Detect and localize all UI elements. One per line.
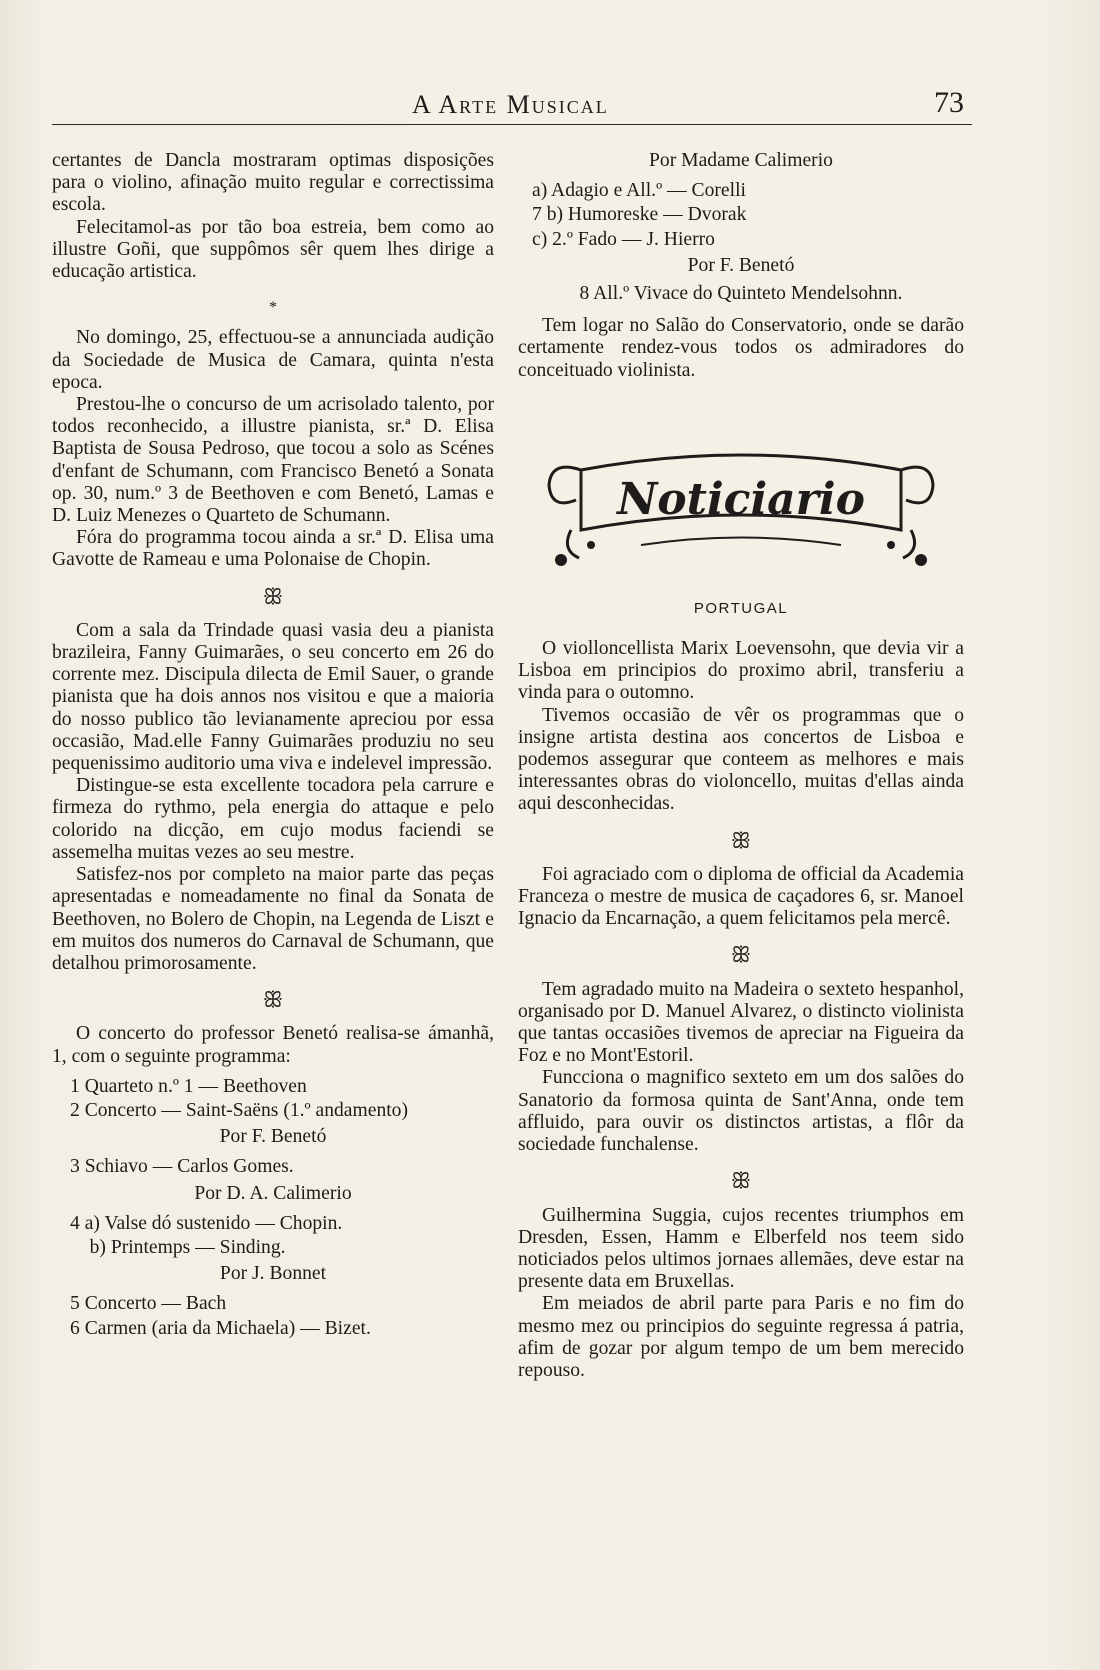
programme-list (70, 1213, 494, 1259)
paragraph: Funcciona o magnifico sexteto em um dos salões do Sanatorio da formosa quinta de Sant'Anna, onde tem affluido, para ouvir os distinctos artistas, a flôr da sociedade funchalense. (518, 1067, 964, 1156)
programme-item: 5 Concerto — Bach (70, 1293, 227, 1315)
paragraph: Prestou-lhe o concurso de um acrisolado talento, por todos reconhecido, a illustre pianista, sr.ª D. Elisa Baptista de Sousa Pedroso, que tocou a solo as Scénes d'enfant de Schumann, com Francisco Benetó a Sonata op. 30, num.º 3 de Beethoven e com Benetó, Lamas e D. Luiz Menezes o Quarteto de Schumann. (52, 394, 494, 527)
programme-list (532, 180, 964, 251)
paragraph: Tem agradado muito na Madeira o sexteto hespanhol, organisado por D. Manuel Alvarez, o distincto violinista que tantas occasiões tivemos de apreciar na Figueira da Foz e no Mont'Estoril. (518, 978, 964, 1067)
section-heading: PORTUGAL (693, 599, 789, 617)
performer-line: Por F. Benetó (687, 254, 795, 276)
ornament-divider: ꕥ (730, 1168, 752, 1194)
asterisk-divider: * (269, 299, 277, 317)
paragraph: No domingo, 25, effectuou-se a annunciada audição da Sociedade de Musica de Camara, quinta n'esta epoca. (52, 327, 494, 393)
paragraph: Foi agraciado com o diploma de official da Academia Franceza o mestre de musica de caçadores 6, sr. Manoel Ignacio da Encarnação, a quem felicitamos pela mercê. (518, 863, 964, 930)
programme-item: 2 Concerto — Saint-Saëns (1.º andamento) (70, 1099, 409, 1121)
running-header (52, 84, 972, 125)
page-number: 73 (934, 86, 964, 119)
programme-item: b) Printemps — Sinding. (70, 1236, 286, 1258)
ornament-divider: ꕥ (730, 942, 752, 968)
programme-item: 8 All.º Vivace do Quinteto Mendelsohnn. (579, 283, 903, 305)
programme-item: a) Adagio e All.º — Corelli (532, 180, 746, 202)
programme-item: 3 Schiavo — Carlos Gomes. (70, 1156, 294, 1178)
paragraph: O violloncellista Marix Loevensohn, que devia vir a Lisboa em principios do proximo abril, transferiu a vinda para o outomno. (518, 638, 964, 704)
programme-item: c) 2.º Fado — J. Hierro (532, 228, 715, 250)
paragraph: Guilhermina Suggia, cujos recentes triumphos em Dresden, Essen, Hamm e Elberfeld nos teem sido noticiados pelos ultimos jornaes allemães, deve estar na presente data em Bruxellas. (518, 1204, 964, 1293)
paragraph: Com a sala da Trindade quasi vasia deu a pianista brazileira, Fanny Guimarães, o seu concerto em 26 do corrente mez. Discipula dilecta de Emil Sauer, o grande pianista que ha dois annos nos visitou e que a maioria do nosso publico tão levianamente apreciou por essa occasião, Mad.elle Fanny Guimarães produziu no seu pequenissimo auditorio uma viva e indelevel impressão. (52, 619, 494, 775)
ornament-divider: ꕥ (730, 827, 752, 853)
programme-item: 6 Carmen (aria da Michaela) — Bizet. (70, 1317, 371, 1339)
ornament-divider: ꕥ (262, 987, 284, 1013)
programme-list (70, 1156, 494, 1178)
left-column (52, 150, 494, 1342)
paragraph: Tem logar no Salão do Conservatorio, onde se darão certamente rendez-vous todos os admiradores do conceituado violinista. (518, 315, 964, 381)
performer-line: Por J. Bonnet (219, 1263, 327, 1285)
banner-title: Noticiario (617, 473, 865, 525)
programme-list (70, 1076, 494, 1122)
performer-line: Por D. A. Calimerio (194, 1182, 352, 1204)
programme-item: 1 Quarteto n.º 1 — Beethoven (70, 1075, 307, 1097)
performer-line: Por Madame Calimerio (649, 150, 833, 171)
paragraph: Tivemos occasião de vêr os programmas que o insigne artista destina aos concertos de Lisboa e podemos assegurar que conteem as melhores e mais interessantes obras do violoncello, muitas d'ellas ainda aqui desconhecidas. (518, 704, 964, 815)
programme-list (70, 1293, 494, 1339)
noticiario-banner (531, 430, 951, 580)
right-column (518, 150, 964, 1382)
paragraph: Em meiados de abril parte para Paris e no fim do mesmo mez ou principios do seguinte regressa á patria, afim de gozar por algum tempo de um bem merecido repouso. (518, 1293, 964, 1381)
paragraph: Fóra do programma tocou ainda a sr.ª D. Elisa uma Gavotte de Rameau e uma Polonaise de Chopin. (52, 527, 494, 571)
programme-item: 4 a) Valse dó sustenido — Chopin. (70, 1212, 343, 1234)
running-title: A Arte Musical (412, 90, 609, 119)
programme-item: 7 b) Humoreske — Dvorak (532, 204, 747, 226)
paragraph: Distingue-se esta excellente tocadora pela carrure e firmeza do rythmo, pela energia do attaque e pelo colorido na dicção, em cujo modus faciendi se assemelha muitas vezes ao seu mestre. (52, 775, 494, 863)
paragraph: O concerto do professor Benetó realisa-se ámanhã, 1, com o seguinte programma: (52, 1023, 494, 1067)
paragraph: Felecitamol-as por tão boa estreia, bem como ao illustre Goñi, que suppômos sêr quem lhes dirige a educação artistica. (52, 216, 494, 283)
performer-line: Por F. Benetó (219, 1126, 327, 1148)
paragraph: certantes de Dancla mostraram optimas disposições para o violino, afinação muito regular e correctissima escola. (52, 150, 494, 216)
paragraph: Satisfez-nos por completo na maior parte das peças apresentadas e nomeadamente no final da Sonata de Beethoven, no Bolero de Chopin, na Legenda de Liszt e em muitos dos numeros do Carnaval de Schumann, que detalhou primorosamente. (52, 864, 494, 974)
ornament-divider: ꕥ (262, 583, 284, 609)
